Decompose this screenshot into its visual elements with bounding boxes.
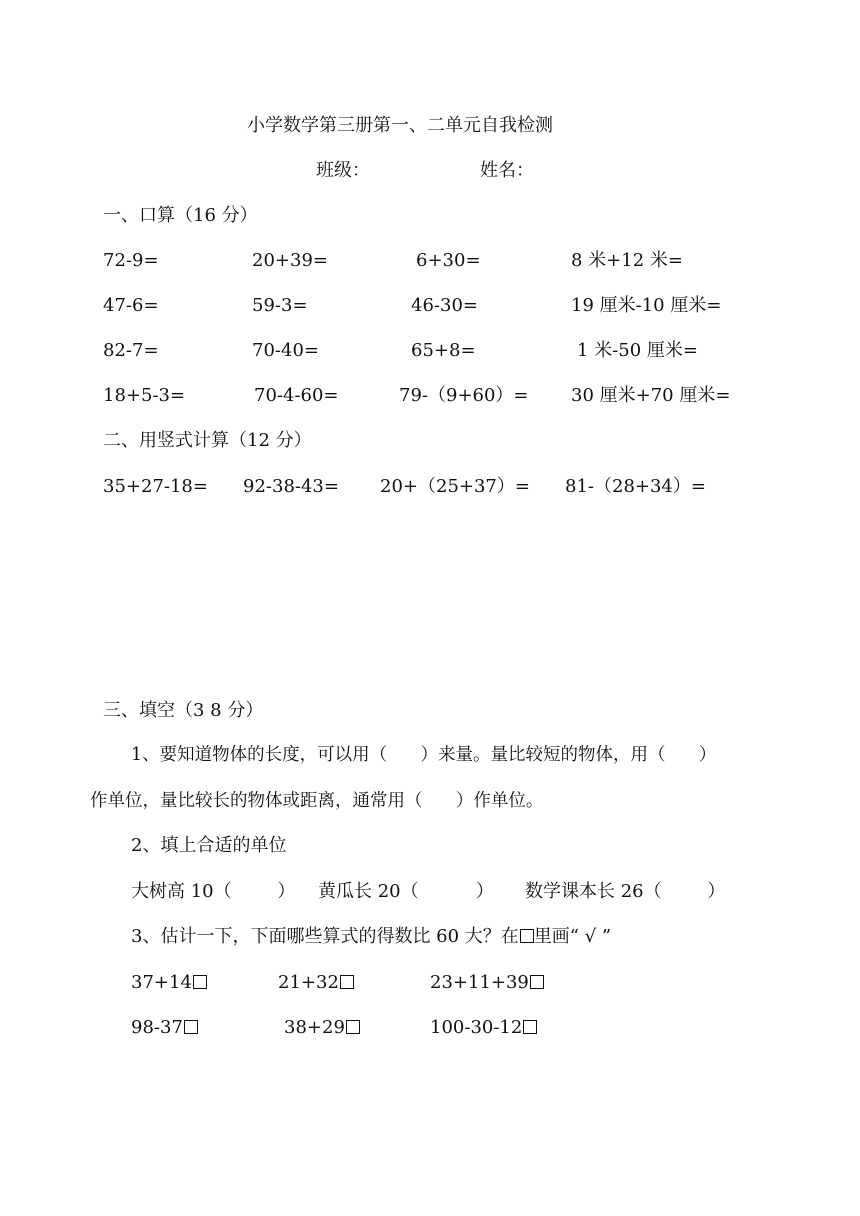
estimate-expression: 100-30-12	[430, 1017, 523, 1038]
estimate-expression: 23+11+39	[430, 972, 529, 993]
answer-checkbox[interactable]	[184, 1020, 198, 1034]
q3-text-a: 3、估计一下，下面哪些算式的得数比 60 大？在	[131, 926, 519, 947]
oral-calc-item: 82-7=	[103, 340, 159, 361]
oral-calc-item: 6+30=	[416, 250, 481, 271]
oral-calc-item: 70-4-60=	[254, 385, 339, 406]
oral-calc-item: 59-3=	[252, 295, 308, 316]
fill-blank-q3-instruction	[131, 925, 611, 949]
answer-checkbox[interactable]	[530, 975, 544, 989]
name-label: 姓名：	[480, 160, 534, 181]
estimate-expression: 21+32	[278, 972, 339, 993]
estimate-expression: 37+14	[131, 972, 192, 993]
fill-blank-q1-line1: 1、要知道物体的长度，可以用（ ）来量。量比较短的物体，用（ ）	[131, 745, 717, 765]
answer-checkbox[interactable]	[340, 975, 354, 989]
answer-checkbox[interactable]	[523, 1020, 537, 1034]
estimate-expression: 98-37	[131, 1017, 183, 1038]
answer-checkbox[interactable]	[193, 975, 207, 989]
oral-calc-item: 30 厘米+70 厘米=	[571, 385, 731, 406]
oral-calc-item: 65+8=	[411, 340, 476, 361]
class-label: 班级：	[316, 160, 370, 181]
estimate-item	[131, 971, 207, 995]
fill-blank-q1-line2: 作单位，量比较长的物体或距离，通常用（ ）作单位。	[90, 791, 544, 811]
unit-blank-item: 黄瓜长 20（ ）	[318, 881, 494, 902]
oral-calc-item: 18+5-3=	[103, 385, 186, 406]
checkbox-square-icon	[520, 929, 534, 943]
vertical-calc-item: 92-38-43=	[243, 476, 339, 497]
oral-calc-item: 72-9=	[103, 250, 159, 271]
section1-heading: 一、口算（16 分）	[103, 205, 258, 226]
section3-heading: 三、填空（3 8 分）	[103, 700, 264, 721]
oral-calc-item: 47-6=	[103, 295, 159, 316]
page-title: 小学数学第三册第一、二单元自我检测	[247, 115, 553, 136]
oral-calc-item: 1 米-50 厘米=	[577, 340, 698, 361]
vertical-calc-item: 81-（28+34）=	[565, 476, 706, 497]
unit-blank-item: 数学课本长 26（ ）	[525, 881, 726, 902]
oral-calc-item: 8 米+12 米=	[571, 250, 683, 271]
oral-calc-item: 20+39=	[252, 250, 328, 271]
unit-blank-item: 大树高 10（ ）	[131, 881, 296, 902]
estimate-item	[131, 1016, 198, 1040]
estimate-item	[430, 971, 544, 995]
oral-calc-item: 19 厘米-10 厘米=	[571, 295, 722, 316]
fill-blank-q2-title: 2、填上合适的单位	[131, 835, 287, 856]
answer-checkbox[interactable]	[346, 1020, 360, 1034]
estimate-item	[278, 971, 354, 995]
vertical-calc-item: 20+（25+37）=	[380, 476, 530, 497]
vertical-calc-item: 35+27-18=	[103, 476, 208, 497]
estimate-item	[430, 1016, 537, 1040]
oral-calc-item: 70-40=	[252, 340, 319, 361]
section2-heading: 二、用竖式计算（12 分）	[103, 430, 312, 451]
estimate-expression: 38+29	[284, 1017, 345, 1038]
oral-calc-item: 79-（9+60）=	[399, 385, 529, 406]
q3-text-b: 里画“ √ ”	[533, 926, 612, 947]
oral-calc-item: 46-30=	[411, 295, 478, 316]
estimate-item	[284, 1016, 360, 1040]
